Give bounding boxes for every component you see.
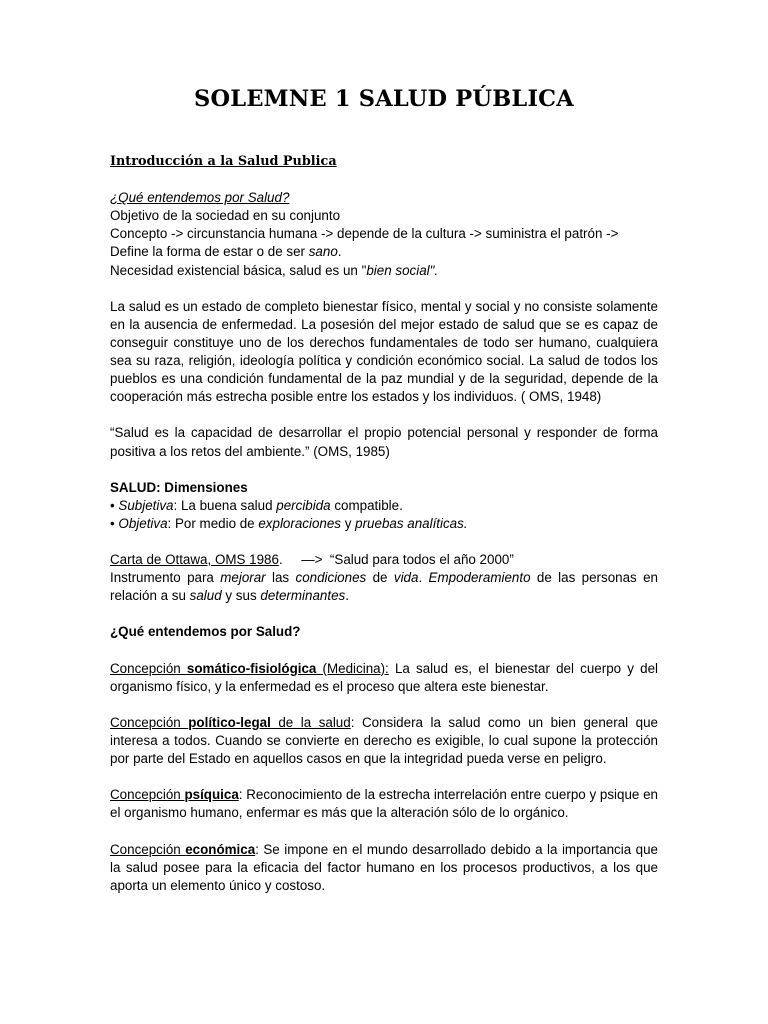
question-heading: ¿Qué entendemos por Salud? [110,190,290,206]
ottawa-paragraph: Instrumento para mejorar las condiciones de vida. Empoderamiento de las personas en relación a su salud y sus determinantes. [110,570,658,604]
text-line: Objetivo de la sociedad en su conjunto [110,208,341,224]
concepcion-economica: Concepción económica: Se impone en el mundo desarrollado debido a la importancia que la salud posee para la eficacia del factor humano en los procesos productivos, a los que aporta un elemento único y costoso. [110,841,658,893]
ottawa-line: Carta de Ottawa, OMS 1986. —> “Salud para todos el año 2000” [110,552,514,568]
section-heading: Introducción a la Salud Publica [110,154,337,169]
concepcion-somatica: Concepción somático-fisiológica (Medicina): La salud es, el bienestar del cuerpo y del organismo físico, y la enfermedad es el proceso que altera este bienestar. [110,660,658,694]
paragraph-oms-1985: “Salud es la capacidad de desarrollar el propio potencial personal y responder de forma positiva a los retos del ambiente.” (OMS, 1985) [110,425,658,459]
question-heading-2: ¿Qué entendemos por Salud? [110,624,301,640]
bullet-item: • Objetiva: Por medio de exploraciones y pruebas analíticas. [110,515,468,531]
document-title: SOLEMNE 1 SALUD PÚBLICA [194,86,574,112]
paragraph-oms-1948: La salud es un estado de completo bienestar físico, mental y social y no consiste solamente en la ausencia de enfermedad. La posesión del mejor estado de salud que se es capaz de conseguir constituye uno de los derechos fundamentales de todo ser humano, cualquiera sea su raza, religión, ideología política y condición económico social. La salud de todos los pueblos es una condición fundamental de la paz mundial y de la seguridad, depende de la cooperación más estrecha posible entre los estados y los individuos. ( OMS, 1948) [110,298,658,405]
ottawa-reference: Carta de Ottawa, OMS 1986 [110,552,279,568]
concepcion-politica: Concepción político-legal de la salud: Considera la salud como un bien general que interesa a todos. Cuando se convierte en derecho es exigible, lo cual supone la protección por parte del Estado en aquellos casos en que la integridad pueda verse en peligro. [110,714,658,767]
document-text [110,152,658,895]
dimensions-heading: SALUD: Dimensiones [110,479,248,495]
concepcion-psiquica: Concepción psíquica: Reconocimiento de la estrecha interrelación entre cuerpo y psique en el organismo humano, enfermar es más que la alteración sólo de lo orgánico. [110,787,658,821]
bullet-item: • Subjetiva: La buena salud percibida compatible. [110,497,403,513]
text-line: Concepto -> circunstancia humana -> depende de la cultura -> suministra el patrón -> [110,226,619,242]
document-body [110,86,658,895]
text-line: Define la forma de estar o de ser sano. [110,244,342,260]
text-line: Necesidad existencial básica, salud es un "bien social". [110,262,439,278]
